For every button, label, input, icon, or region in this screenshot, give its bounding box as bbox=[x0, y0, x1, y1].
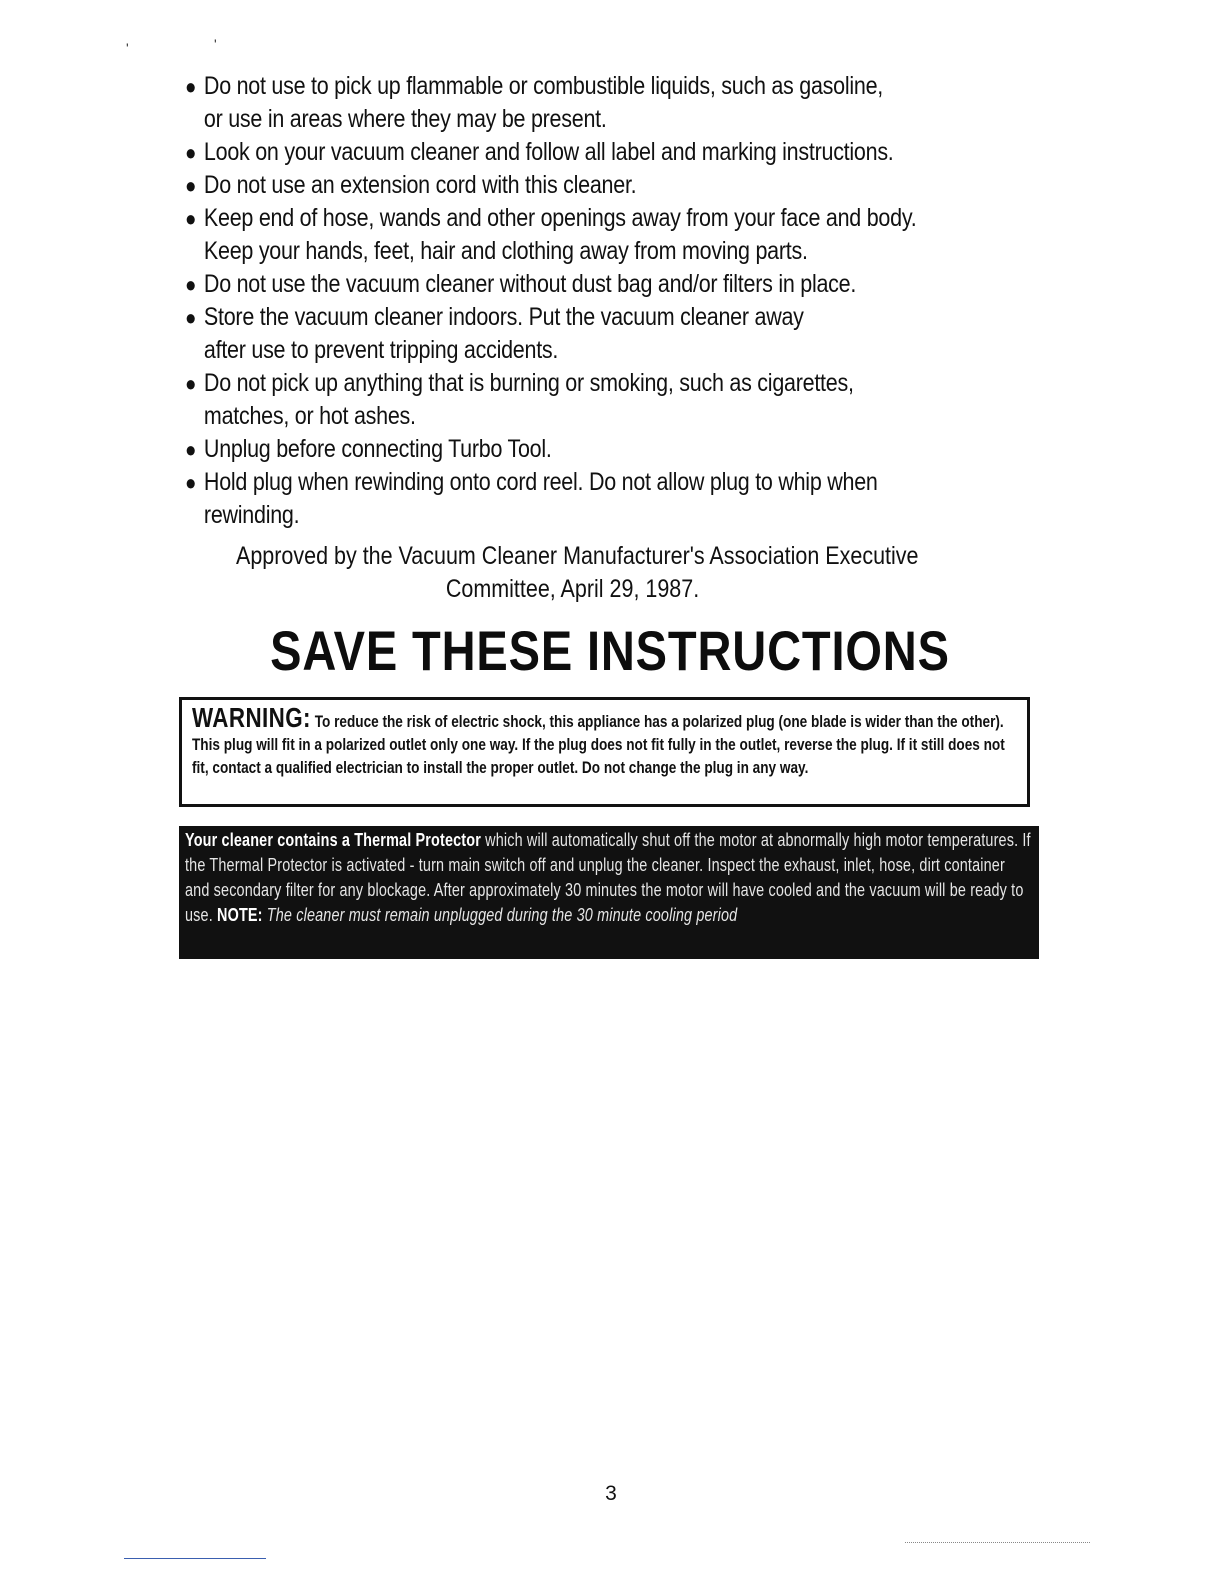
warning-label: WARNING: bbox=[192, 702, 311, 733]
warning-box bbox=[179, 697, 1030, 807]
bullet-dot-icon: ● bbox=[185, 173, 197, 198]
footer-rule-right bbox=[905, 1542, 1090, 1543]
bullet-line: Keep end of hose, wands and other openings away from your face and body. bbox=[203, 204, 917, 232]
thermal-note-text: The cleaner must remain unplugged during the 30 minute cooling period bbox=[262, 905, 738, 925]
bullet-item bbox=[185, 301, 1064, 367]
thermal-protector-notice bbox=[179, 826, 1039, 959]
bullet-dot-icon: ● bbox=[185, 437, 197, 462]
bullet-line: Do not use the vacuum cleaner without dust bag and/or filters in place. bbox=[203, 270, 857, 298]
bullet-line: Do not use an extension cord with this cleaner. bbox=[203, 171, 637, 199]
approval-line-1: Approved by the Vacuum Cleaner Manufacturer's Association Executive bbox=[236, 542, 919, 570]
bullet-line: Unplug before connecting Turbo Tool. bbox=[203, 435, 552, 463]
warning-text: To reduce the risk of electric shock, this appliance has a polarized plug (one blade is wider than the other). This plug will fit in a polarized outlet only one way. If the plug does not fit fully in the outlet, reverse the plug. If it still does not fit, contact a qualified electrician to install the proper outlet. Do not change the plug in any way. bbox=[192, 712, 1005, 777]
bullet-line: Hold plug when rewinding onto cord reel. Do not allow plug to whip when bbox=[203, 468, 878, 496]
footer-rule-left bbox=[124, 1558, 266, 1559]
bullet-dot-icon: ● bbox=[185, 470, 197, 495]
bullet-item bbox=[185, 169, 1064, 202]
bullet-item bbox=[185, 367, 1064, 433]
bullet-dot-icon: ● bbox=[185, 206, 197, 231]
bullet-line: Do not use to pick up flammable or combustible liquids, such as gasoline, bbox=[203, 72, 884, 100]
bullet-dot-icon: ● bbox=[185, 305, 197, 330]
safety-bullet-list bbox=[185, 70, 1045, 532]
bullet-item bbox=[185, 136, 1064, 169]
page-number: 3 bbox=[605, 1482, 617, 1505]
bullet-line: Look on your vacuum cleaner and follow all label and marking instructions. bbox=[203, 138, 894, 166]
bullet-item bbox=[185, 70, 1064, 136]
bullet-line: Keep your hands, feet, hair and clothing away from moving parts. bbox=[203, 237, 808, 265]
bullet-line: or use in areas where they may be present. bbox=[203, 105, 607, 133]
save-instructions-heading: SAVE THESE INSTRUCTIONS bbox=[270, 619, 950, 682]
bullet-item bbox=[185, 268, 1064, 301]
scan-speck: ' bbox=[126, 40, 129, 56]
bullet-dot-icon: ● bbox=[185, 74, 197, 99]
bullet-line: Do not pick up anything that is burning or smoking, such as cigarettes, bbox=[203, 369, 854, 397]
thermal-note-label: NOTE: bbox=[217, 905, 263, 925]
bullet-item bbox=[185, 202, 1064, 268]
bullet-line: matches, or hot ashes. bbox=[203, 402, 416, 430]
bullet-dot-icon: ● bbox=[185, 272, 197, 297]
bullet-line: after use to prevent tripping accidents. bbox=[203, 336, 559, 364]
bullet-item bbox=[185, 433, 1064, 466]
bullet-dot-icon: ● bbox=[185, 371, 197, 396]
bullet-dot-icon: ● bbox=[185, 140, 197, 165]
scan-speck: ' bbox=[214, 36, 217, 52]
bullet-line: Store the vacuum cleaner indoors. Put the vacuum cleaner away bbox=[203, 303, 804, 331]
thermal-lead: Your cleaner contains a Thermal Protector bbox=[185, 830, 481, 850]
thermal-body: which will automatically shut off the motor at abnormally high motor temperatures. If the Thermal Protector is activated - turn main switch off and unplug the cleaner. Inspect the exhaust, inlet, hose, dirt container and secondary filter for any blockage. After approximately 30 minutes the motor will have cooled and the vacuum will be ready to use. bbox=[185, 830, 1031, 925]
bullet-line: rewinding. bbox=[203, 501, 300, 529]
warning-text-block bbox=[192, 702, 1024, 779]
approval-line-2: Committee, April 29, 1987. bbox=[445, 575, 700, 603]
approval-statement bbox=[236, 540, 1036, 606]
bullet-item bbox=[185, 466, 1064, 532]
thermal-text-block bbox=[185, 828, 1033, 928]
